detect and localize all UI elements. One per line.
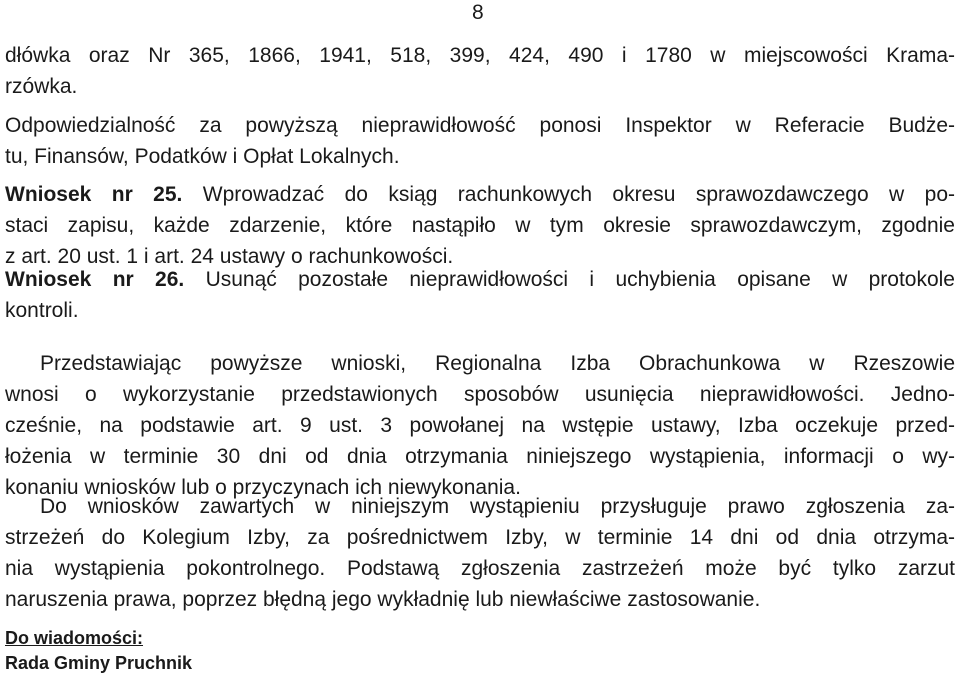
paragraph-recommendation-25: [5, 180, 955, 273]
text-fragment: Usunąć pozostałe nieprawidłowości i uchybienia opisane w protokole: [184, 268, 955, 291]
text-line: staci zapisu, każde zdarzenie, które nastąpiło w tym okresie sprawozdawczym, zgodnie: [5, 214, 955, 237]
distribution-heading: Do wiadomości:: [5, 628, 144, 648]
text-line: dłówka oraz Nr 365, 1866, 1941, 518, 399, 424, 490 i 1780 w miejscowości Krama-: [5, 44, 955, 67]
text-line: rzówka.: [5, 75, 78, 98]
page-number: 8: [472, 1, 484, 24]
text-line: [5, 265, 955, 296]
text-line: nia wystąpienia pokontrolnego. Podstawą zgłoszenia zastrzeżeń może być tylko zarzut: [5, 557, 955, 580]
text-line: strzeżeń do Kolegium Izby, za pośrednictwem Izby, w terminie 14 dni od dnia otrzyma-: [5, 526, 955, 549]
paragraph-recommendation-26: [5, 265, 955, 327]
recommendation-label: Wniosek nr 26.: [5, 268, 185, 291]
text-line: kontroli.: [5, 299, 79, 322]
paragraph-responsibility: [5, 111, 955, 173]
recommendation-label: Wniosek nr 25.: [5, 183, 183, 206]
distribution-recipient: Rada Gminy Pruchnik: [5, 653, 193, 673]
text-line: naruszenia prawa, poprzez błędną jego wykładnię lub niewłaściwe zastosowanie.: [5, 588, 761, 611]
text-line: Odpowiedzialność za powyższą nieprawidłowość ponosi Inspektor w Referacie Budże-: [5, 114, 955, 137]
text-line: łożenia w terminie 30 dni od dnia otrzymania niniejszego wystąpienia, informacji o wy-: [5, 445, 955, 468]
text-line: wnosi o wykorzystanie przedstawionych sposobów usunięcia nieprawidłowości. Jedno-: [5, 383, 955, 406]
paragraph-location: [5, 41, 955, 103]
text-fragment: Wprowadzać do ksiąg rachunkowych okresu sprawozdawczego w po-: [182, 183, 955, 206]
text-line: z art. 20 ust. 1 i art. 24 ustawy o rachunkowości.: [5, 245, 454, 268]
text-line: cześnie, na podstawie art. 9 ust. 3 powołanej na wstępie ustawy, Izba oczekuje przed-: [5, 414, 955, 437]
text-line: Do wniosków zawartych w niniejszym wystąpieniu przysługuje prawo zgłoszenia za-: [40, 495, 955, 518]
text-line: [5, 180, 955, 211]
paragraph-summary: [5, 349, 955, 504]
text-line: konaniu wniosków lub o przyczynach ich niewykonania.: [5, 476, 521, 499]
paragraph-objections: [5, 492, 955, 616]
text-line: Przedstawiając powyższe wnioski, Regionalna Izba Obrachunkowa w Rzeszowie: [40, 352, 955, 375]
text-line: tu, Finansów, Podatków i Opłat Lokalnych.: [5, 145, 400, 168]
